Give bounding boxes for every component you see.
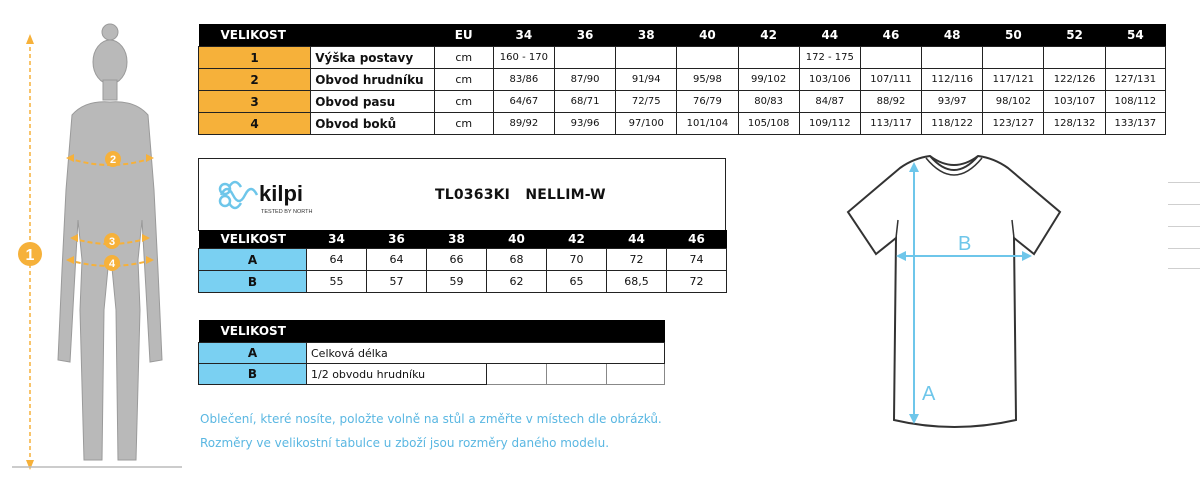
row-key: B: [199, 364, 307, 385]
edge-table-fragment: [1168, 160, 1200, 270]
table-cell: 109/112: [799, 113, 860, 135]
table-cell: 76/79: [677, 91, 738, 113]
header-cell: 38: [427, 230, 487, 249]
header-cell: 34: [493, 24, 554, 47]
table-cell: [1105, 47, 1165, 69]
header-cell: 44: [799, 24, 860, 47]
label-b: B: [958, 233, 972, 255]
legend-header: [199, 320, 665, 343]
instruction-note: Rozměry ve velikostní tabulce u zboží jsou rozměry daného modelu.: [200, 436, 610, 450]
table-cell: [1044, 47, 1105, 69]
table-cell: 59: [427, 271, 487, 293]
header-cell: VELIKOST: [199, 230, 307, 249]
table-cell: 72: [667, 271, 727, 293]
table-cell: 88/92: [860, 91, 921, 113]
row-label: Obvod hrudníku: [311, 69, 434, 91]
table-cell: 64: [367, 249, 427, 271]
table-cell: [922, 47, 983, 69]
header-cell: VELIKOST: [199, 24, 311, 47]
table-cell: 74: [667, 249, 727, 271]
table-cell: 84/87: [799, 91, 860, 113]
kilpi-logo: [215, 169, 325, 221]
table-cell: 57: [367, 271, 427, 293]
brand-tagline: TESTED BY NORTH: [261, 209, 313, 215]
table-cell: 118/122: [922, 113, 983, 135]
table-cell: [983, 47, 1044, 69]
header-cell: 42: [547, 230, 607, 249]
header-cell: 34: [307, 230, 367, 249]
table-cell: 70: [547, 249, 607, 271]
marker-height-label: 1: [25, 247, 35, 264]
table-cell: 107/111: [860, 69, 921, 91]
tshirt-diagram: [838, 150, 1070, 440]
header-cell: 46: [667, 230, 727, 249]
size-table: [198, 24, 1166, 135]
instruction-note: Oblečení, které nosíte, položte volně na stůl a změřte v místech dle obrázků.: [200, 412, 662, 426]
header-cell: 42: [738, 24, 799, 47]
table-cell: 68/71: [554, 91, 615, 113]
table-cell: 108/112: [1105, 91, 1165, 113]
marker-waist-label: 3: [108, 236, 116, 248]
table-cell: 128/132: [1044, 113, 1105, 135]
marker-chest-label: 2: [109, 154, 117, 166]
marker-hips-label: 4: [108, 258, 116, 270]
table-cell: 97/100: [616, 113, 677, 135]
table-row: [199, 113, 1166, 135]
size-table-header: [199, 24, 1166, 47]
row-unit: cm: [434, 47, 493, 69]
table-cell: 112/116: [922, 69, 983, 91]
table-row: [199, 249, 727, 271]
label-a: A: [922, 383, 936, 405]
table-cell: [677, 47, 738, 69]
table-cell: 55: [307, 271, 367, 293]
product-code: TL0363KI NELLIM-W: [435, 187, 606, 203]
row-key: B: [199, 271, 307, 293]
row-label: Obvod pasu: [311, 91, 434, 113]
table-cell: 113/117: [860, 113, 921, 135]
header-cell: 38: [616, 24, 677, 47]
table-cell: [860, 47, 921, 69]
table-cell: 72: [607, 249, 667, 271]
table-cell: 127/131: [1105, 69, 1165, 91]
header-cell: 40: [677, 24, 738, 47]
table-cell: 66: [427, 249, 487, 271]
table-cell: 103/107: [1044, 91, 1105, 113]
table-cell: 101/104: [677, 113, 738, 135]
table-cell: 172 - 175: [799, 47, 860, 69]
table-row: [199, 91, 1166, 113]
table-cell: 64/67: [493, 91, 554, 113]
table-cell: 98/102: [983, 91, 1044, 113]
row-number: 4: [199, 113, 311, 135]
row-number: 3: [199, 91, 311, 113]
row-number: 1: [199, 47, 311, 69]
brand-name: kilpi: [259, 181, 304, 206]
header-cell: 54: [1105, 24, 1165, 47]
table-cell: 160 - 170: [493, 47, 554, 69]
table-cell: 87/90: [554, 69, 615, 91]
table-cell: [554, 47, 615, 69]
table-cell: 117/121: [983, 69, 1044, 91]
row-label: Obvod boků: [311, 113, 434, 135]
row-unit: cm: [434, 91, 493, 113]
measurement-legend-table: [198, 320, 665, 385]
table-row: [199, 343, 665, 364]
table-cell: 64: [307, 249, 367, 271]
table-cell: 62: [487, 271, 547, 293]
header-cell: 52: [1044, 24, 1105, 47]
table-row: [199, 364, 665, 385]
table-cell: 72/75: [616, 91, 677, 113]
table-cell: 91/94: [616, 69, 677, 91]
product-table-header: [199, 230, 727, 249]
row-number: 2: [199, 69, 311, 91]
header-cell: 48: [922, 24, 983, 47]
table-cell: 68,5: [607, 271, 667, 293]
table-cell: 89/92: [493, 113, 554, 135]
table-cell: 93/96: [554, 113, 615, 135]
product-size-table: [198, 230, 727, 293]
body-measurement-figure: [0, 10, 190, 480]
row-description: Celková délka: [307, 343, 665, 364]
table-row: [199, 47, 1166, 69]
table-cell: 133/137: [1105, 113, 1165, 135]
table-cell: 95/98: [677, 69, 738, 91]
table-cell: 65: [547, 271, 607, 293]
header-cell: 46: [860, 24, 921, 47]
table-cell: 83/86: [493, 69, 554, 91]
table-cell: 93/97: [922, 91, 983, 113]
row-unit: cm: [434, 113, 493, 135]
table-cell: 122/126: [1044, 69, 1105, 91]
row-key: A: [199, 249, 307, 271]
row-unit: cm: [434, 69, 493, 91]
table-row: [199, 271, 727, 293]
table-row: [199, 69, 1166, 91]
header-cell: 50: [983, 24, 1044, 47]
table-cell: 99/102: [738, 69, 799, 91]
header-cell: [311, 24, 434, 47]
row-label: Výška postavy: [311, 47, 434, 69]
table-cell: 123/127: [983, 113, 1044, 135]
table-cell: [487, 364, 547, 385]
row-description: 1/2 obvodu hrudníku: [307, 364, 487, 385]
table-cell: 68: [487, 249, 547, 271]
header-cell: 36: [367, 230, 427, 249]
table-cell: 105/108: [738, 113, 799, 135]
header-cell: 40: [487, 230, 547, 249]
header-cell: 36: [554, 24, 615, 47]
row-key: A: [199, 343, 307, 364]
header-cell: VELIKOST: [199, 320, 665, 343]
table-cell: [616, 47, 677, 69]
table-cell: 80/83: [738, 91, 799, 113]
table-cell: [738, 47, 799, 69]
product-header: [198, 158, 726, 231]
table-cell: 103/106: [799, 69, 860, 91]
table-cell: [607, 364, 665, 385]
table-cell: [547, 364, 607, 385]
header-cell: EU: [434, 24, 493, 47]
header-cell: 44: [607, 230, 667, 249]
